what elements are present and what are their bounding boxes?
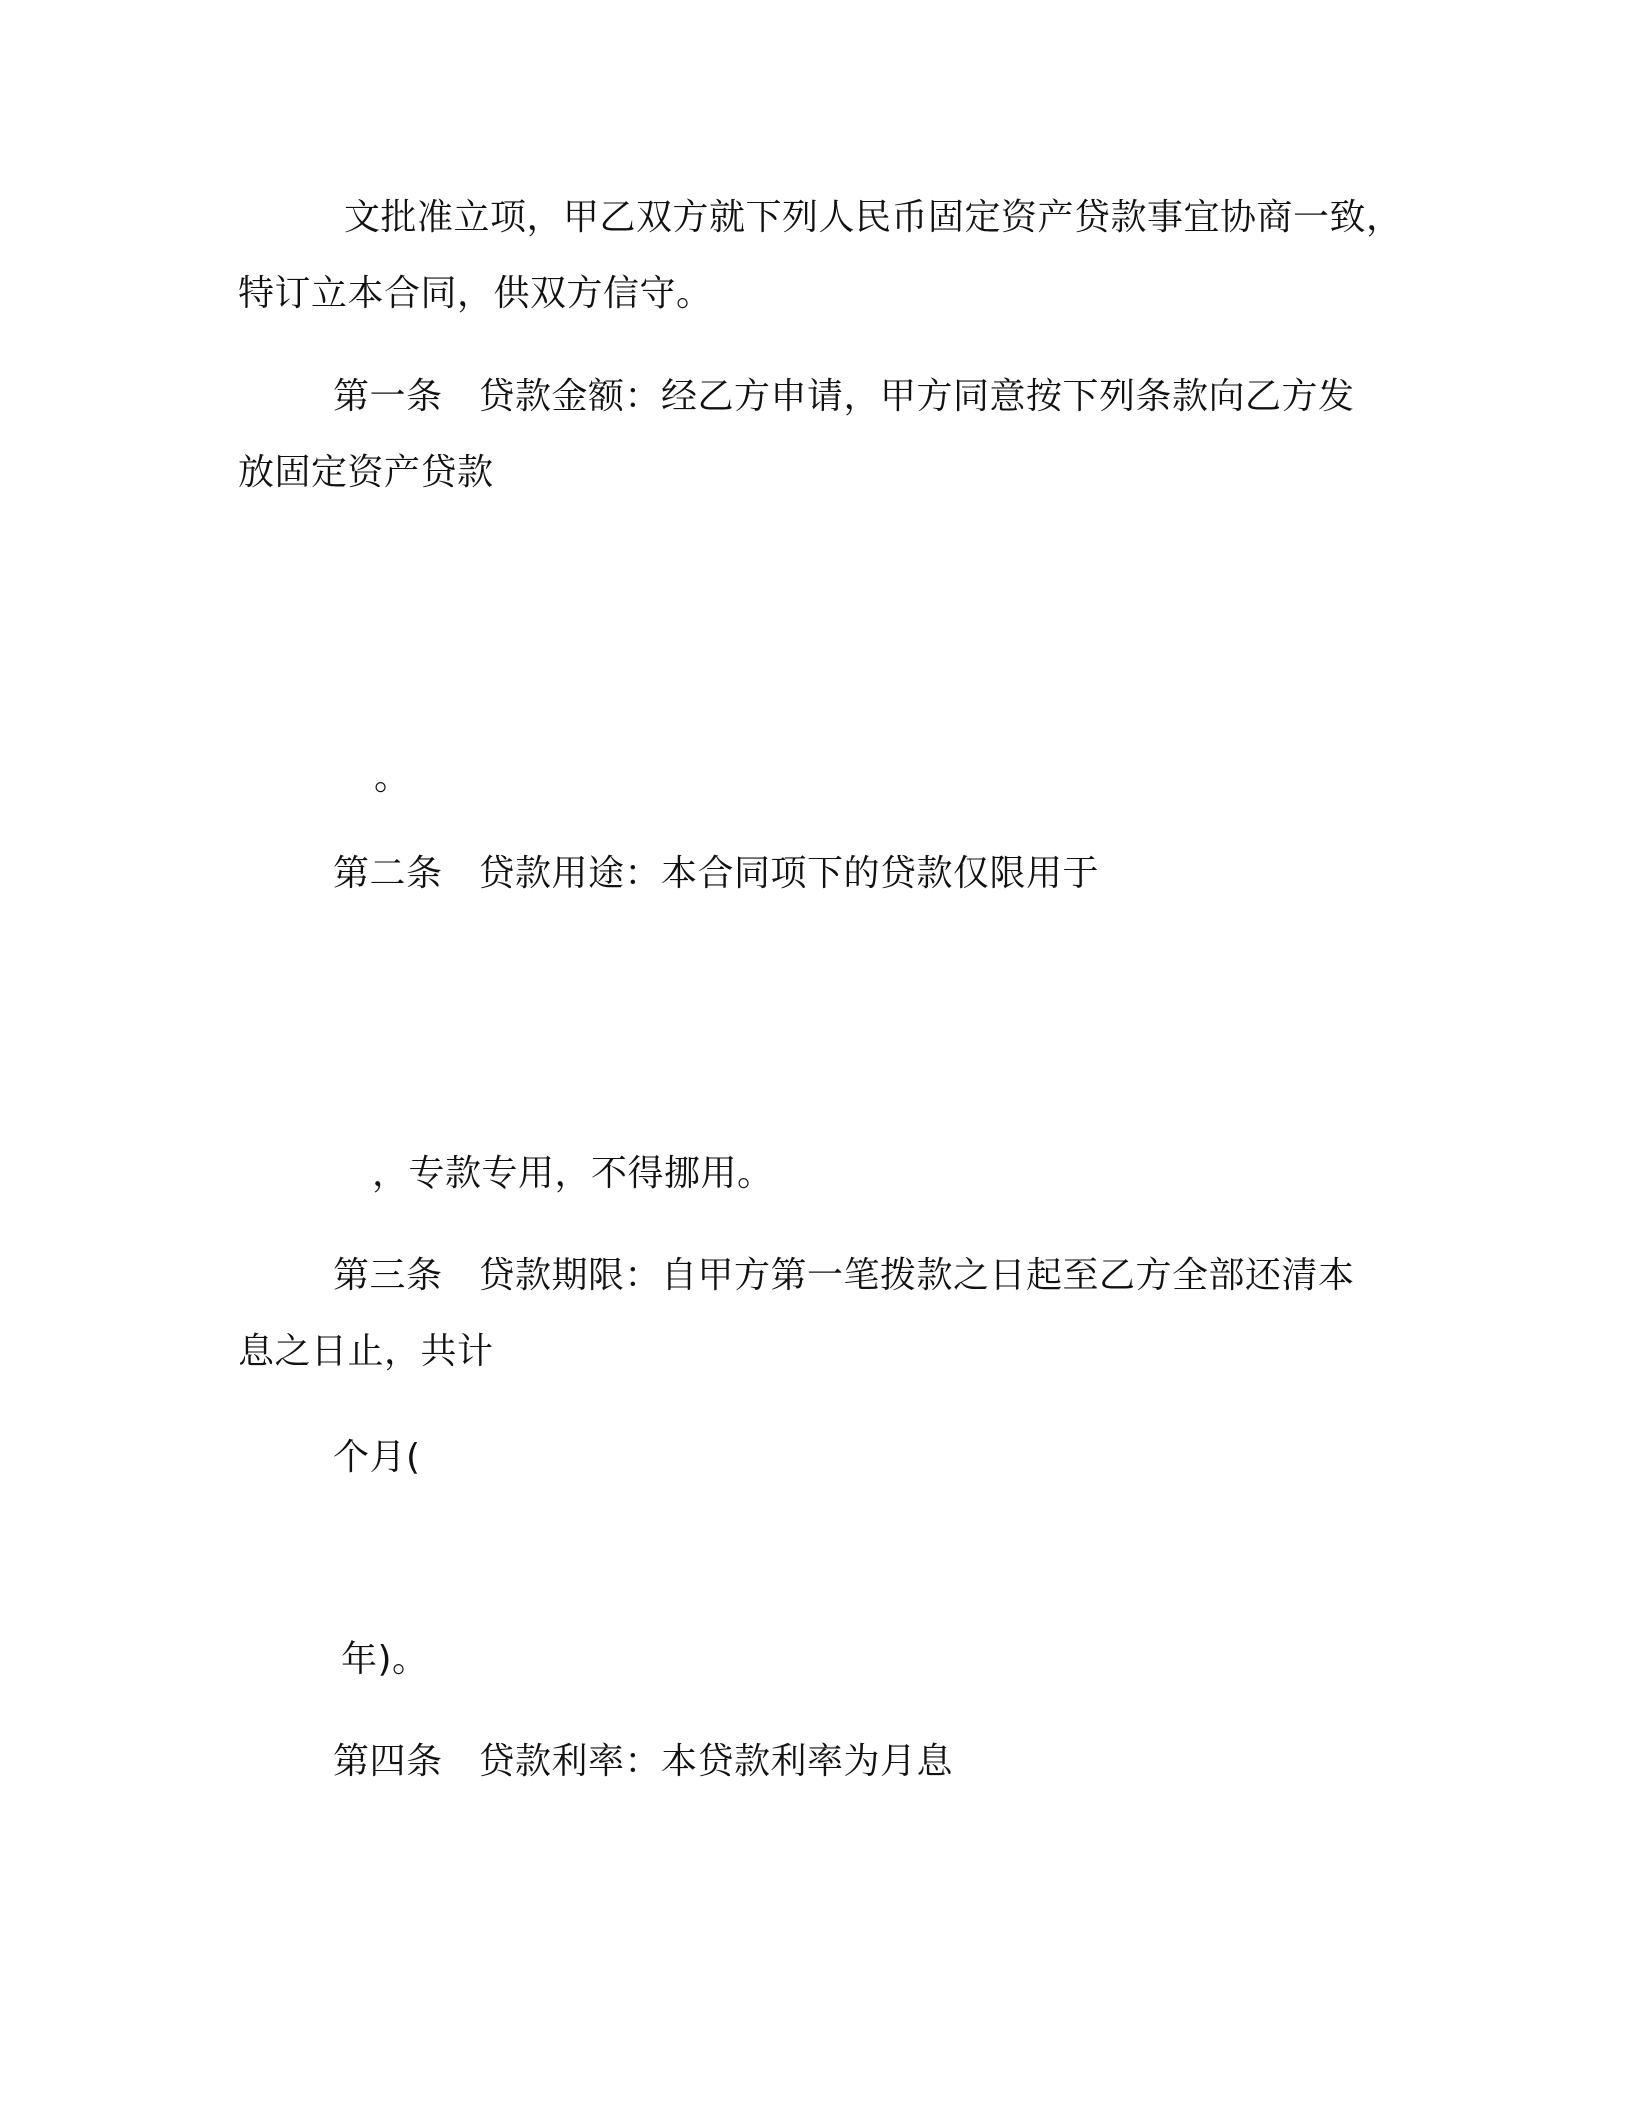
- article-2-end: ，专款专用，不得挪用。: [372, 1153, 774, 1194]
- article-4-text: 贷款利率：本贷款利率为月息: [478, 1741, 954, 1782]
- article-1-title: 第一条: [333, 376, 443, 417]
- article-1-line-2: 放固定资产贷款: [238, 452, 494, 493]
- article-2-line-1: [333, 852, 1099, 896]
- article-3-title: 第三条: [333, 1255, 443, 1296]
- intro-line-1: 文批准立项，甲乙双方就下列人民币固定资产贷款事宜协商一致，: [344, 197, 1403, 238]
- article-3-years: 年)。: [341, 1639, 429, 1680]
- article-1-text: 贷款金额：经乙方申请，甲方同意按下列条款向乙方发: [478, 376, 1355, 417]
- intro-line-2: 特订立本合同，供双方信守。: [238, 273, 713, 314]
- article-3-text: 贷款期限：自甲方第一笔拨款之日起至乙方全部还清本: [478, 1255, 1355, 1296]
- article-3-line-1: [333, 1254, 1355, 1298]
- article-3-line-2: 息之日止，共计: [238, 1331, 494, 1372]
- article-2-title: 第二条: [333, 853, 443, 894]
- article-3-months: 个月(: [333, 1437, 421, 1478]
- article-2-text: 贷款用途：本合同项下的贷款仅限用于: [478, 853, 1100, 894]
- article-1-line-1: [333, 375, 1355, 419]
- article-4-line-1: [333, 1740, 953, 1784]
- article-1-end: 。: [374, 757, 411, 798]
- article-4-title: 第四条: [333, 1741, 443, 1782]
